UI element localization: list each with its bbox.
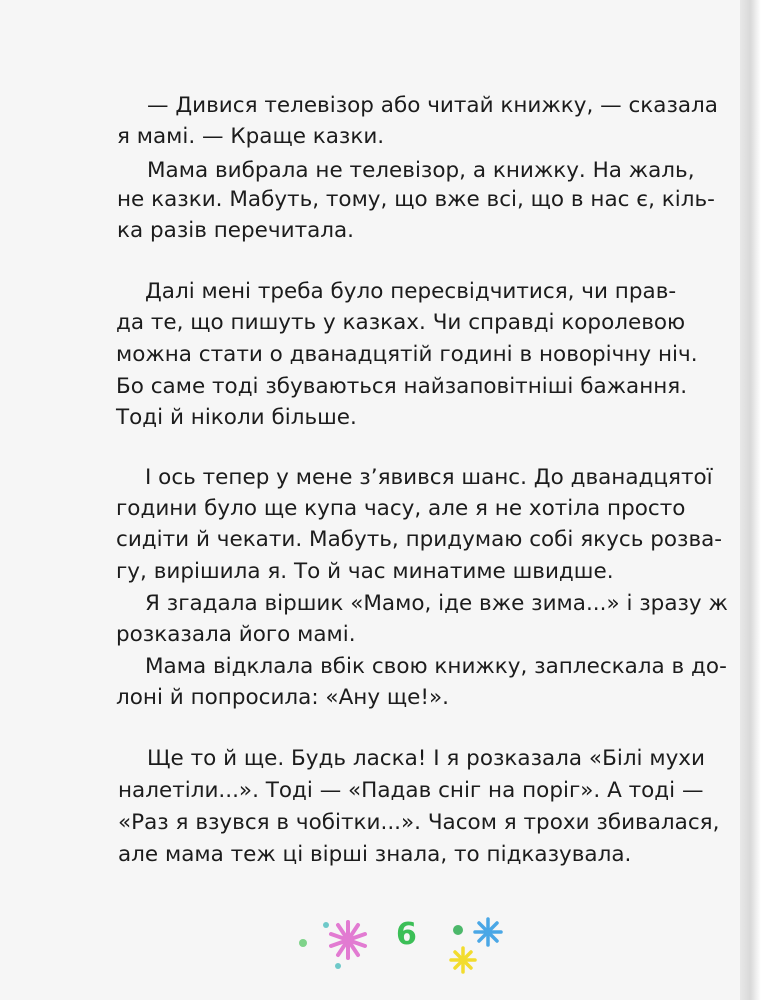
text-line-20: налетіли...». Тоді — «Падав сніг на поріг». А тоді — [118,778,704,803]
teal-dot-icon-2 [335,963,341,969]
text-line-4: не казки. Мабуть, тому, що вже всі, що в нас є, кіль- [117,187,715,212]
text-line-11: І ось тепер у мене з’явився шанс. До дванадцятої [145,465,713,490]
text-line-8: можна стати о дванадцятій годині в новорічну ніч. [116,342,698,367]
page-number: 6 [396,917,417,952]
text-line-14: гу, вирішила я. То й час минатиме швидше. [116,559,614,584]
text-line-3: Мама вибрала не телевізор, а книжку. На жаль, [147,158,695,183]
text-line-7: да те, що пишуть у казках. Чи справді королевою [116,310,686,335]
text-line-2: я мамі. — Краще казки. [117,124,385,149]
text-line-6: Далі мені треба було пересвідчитися, чи прав- [145,279,677,304]
pink-star-icon [331,922,365,958]
text-line-5: ка разів перечитала. [117,218,355,243]
text-line-9: Бо саме тоді збуваються найзаповітніші бажання. [116,374,688,399]
text-line-13: сидіти й чекати. Мабуть, придумаю собі якусь розва- [116,527,723,552]
text-line-22: але мама теж ці вірші знала, то підказувала. [118,842,632,867]
page-edge-shadow [740,0,766,1000]
text-line-1: — Дивися телевізор або читай книжку, — сказала [147,93,718,118]
yellow-star-icon [451,948,475,972]
text-line-19: Ще то й ще. Будь ласка! І я розказала «Білі мухи [147,746,706,771]
green-dot-icon [299,939,307,947]
green-dot-icon-2 [453,925,463,935]
text-line-21: «Раз я взувся в чобітки...». Часом я трохи збивалася, [118,810,720,835]
text-line-17: Мама відклала вбік свою книжку, заплескала в до- [145,654,727,679]
text-line-10: Тоді й ніколи більше. [116,405,357,430]
text-line-18: лоні й попросила: «Ану ще!». [116,685,449,710]
blue-star-icon [475,919,501,945]
teal-dot-icon [323,922,329,928]
text-line-12: години було ще купа часу, але я не хотіла просто [116,496,686,521]
text-line-15: Я згадала віршик «Мамо, іде вже зима...» і зразу ж [145,591,728,616]
text-line-16: розказала його мамі. [116,622,356,647]
